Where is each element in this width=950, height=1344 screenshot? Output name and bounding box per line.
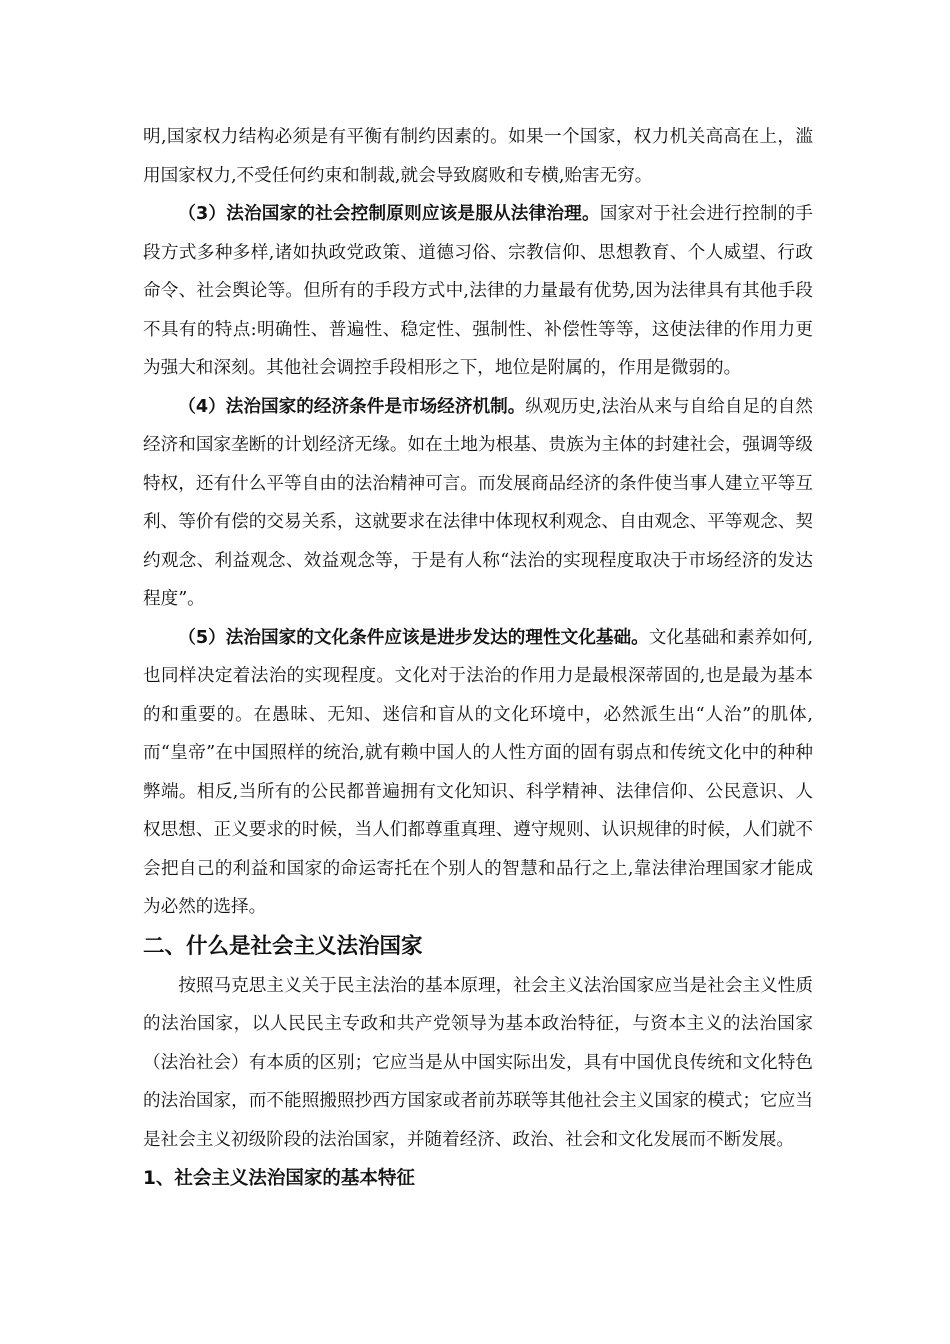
section-heading: 二、什么是社会主义法治国家 [143,933,423,959]
paragraph-text: 纵观历史,法治从来与自给自足的自然经济和国家垄断的计划经济无缘。如在土地为根基、贵族为主体的封建社会，强调等级特权，还有什么平等自由的法治精神可言。而发展商品经济的条件使当事人建立平等互利、等价有偿的交易关系，这就要求在法律中体现权利观念、自由观念、平等观念、契约观念、利益观念、效益观念等，于是有人称“法治的实现程度取决于市场经济的发达程度”。 [143,396,813,609]
paragraph-cultural-condition [143,619,813,927]
paragraph-text: 明,国家权力结构必须是有平衡有制约因素的。如果一个国家，权力机关高高在上，滥用国家权力,不受任何约束和制裁,就会导致腐败和专横,贻害无穷。 [143,127,813,186]
paragraph-power-structure [143,118,813,195]
paragraph-lead-bold: （5）法治国家的文化条件应该是进步发达的理性文化基础。 [178,627,649,648]
paragraph-economic-condition [143,388,813,619]
paragraph-text: 文化基础和素养如何,也同样决定着法治的实现程度。文化对于法治的作用力是最根深蒂固的,也是最为基本的和重要的。在愚昧、无知、迷信和盲从的文化环境中，必然派生出“人治”的肌体,而“皇帝”在中国照样的统治,就有赖中国人的人性方面的固有弱点和传统文化中的种种弊端。相反,当所有的公民都普遍拥有文化知识、科学精神、法律信仰、公民意识、人权思想、正义要求的时候，当人们都尊重真理、遵守规则、认识规律的时候，人们就不会把自己的利益和国家的命运寄托在个别人的智慧和品行之上,靠法律治理国家才能成为必然的选择。 [143,627,814,917]
paragraph-socialist-rule-of-law [143,967,813,1160]
subsection-heading: 1、社会主义法治国家的基本特征 [143,1168,415,1189]
document-page [143,118,813,1199]
paragraph-lead-bold: （4）法治国家的经济条件是市场经济机制。 [178,396,526,417]
paragraph-text: 国家对于社会进行控制的手段方式多种多样,诸如执政党政策、道德习俗、宗教信仰、思想教育、个人威望、行政命令、社会舆论等。但所有的手段方式中,法律的力量最有优势,因为法律具有其他手段不具有的特点:明确性、普遍性、稳定性、强制性、补偿性等等，这使法律的作用力更为强大和深刻。其他社会调控手段相形之下，地位是附属的，作用是微弱的。 [143,204,813,378]
paragraph-lead-bold: （3）法治国家的社会控制原则应该是服从法律治理。 [178,204,600,224]
paragraph-text: 按照马克思主义关于民主法治的基本原理，社会主义法治国家应当是社会主义性质的法治国家，以人民民主专政和共产党领导为基本政治特征，与资本主义的法治国家（法治社会）有本质的区别；它应当是从中国实际出发，具有中国优良传统和文化特色的法治国家，而不能照搬照抄西方国家或者前苏联等其他社会主义国家的模式；它应当是社会主义初级阶段的法治国家，并随着经济、政治、社会和文化发展而不断发展。 [143,975,813,1150]
paragraph-social-control [143,195,813,388]
